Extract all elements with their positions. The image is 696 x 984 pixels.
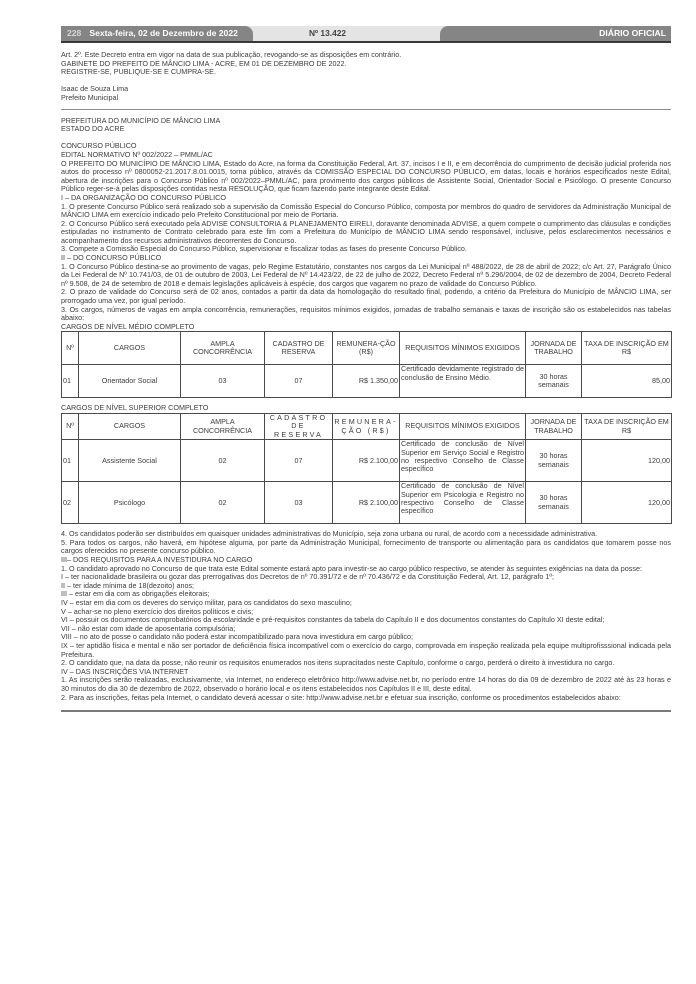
cell-remuneracao: R$ 2.100,00	[333, 440, 400, 482]
paragraph: 2. O Concurso Público será executado pela ADVISE CONSULTORIA & PLANEJAMENTO EIRELI, doravante denominada ADVISE, a quem compete o cumprimento das cláusulas e condições estipuladas no instrumento de Contrato celebrado para este fim com a Prefeitura do Município de MÂNCIO LIMA sendo responsável, inclusive, pelos esclarecimentos necessários e acompanhamento dos recursos administrativos decorrentes do Concurso.	[61, 218, 671, 245]
cell-cargo: Assistente Social	[79, 440, 181, 482]
requirement-item: III – estar em dia com as obrigações eleitorais;	[61, 589, 210, 599]
cell-jornada: 30 horas semanais	[526, 482, 582, 524]
table-header-row	[62, 414, 672, 440]
cell-num: 01	[62, 440, 79, 482]
cell-ampla: 02	[181, 482, 265, 524]
page-bottom-rule	[61, 710, 671, 712]
edital-title: CONCURSO PÚBLICO	[61, 141, 137, 151]
col-header: AMPLA CONCORRÊNCIA	[181, 332, 265, 365]
col-header: REQUISITOS MÍNIMOS EXIGIDOS	[400, 414, 526, 440]
table-nivel-superior	[61, 413, 672, 524]
cell-ampla: 03	[181, 365, 265, 398]
col-header: TAXA DE INSCRIÇÃO EM R$	[582, 332, 672, 365]
edital-body	[61, 117, 671, 332]
paragraph: 2. O prazo de validade do Concurso será de 02 anos, contados a partir da data da homologação do resultado final, podendo, a critério da Prefeitura do Município de MÂNCIO LIMA, ser prorrogado uma vez, por igual período.	[61, 287, 671, 306]
cell-taxa: 120,00	[582, 482, 672, 524]
cell-ampla: 02	[181, 440, 265, 482]
col-header: JORNADA DE TRABALHO	[526, 332, 582, 365]
newspaper-page	[61, 26, 671, 712]
publication-name: DIÁRIO OFICIAL	[440, 26, 671, 41]
table-caption: CARGOS DE NÍVEL SUPERIOR COMPLETO	[61, 403, 209, 413]
paragraph: 3. Os cargos, números de vagas em ampla concorrência, remunerações, requisitos mínimos exigidos, jornadas de trabalho semanais e taxas de inscrição são os estabelecidos nas tabelas abaixo:	[61, 304, 671, 323]
cell-remuneracao: R$ 1.350,00	[333, 365, 400, 398]
edital-body-cont	[61, 530, 671, 702]
section-heading: I – DA ORGANIZAÇÃO DO CONCURSO PÚBLICO	[61, 192, 226, 202]
cell-requisitos: Certificado de conclusão de Nível Superior em Psicologia e Registro no respectivo Conselho de Classe específico	[400, 482, 526, 524]
requirement-item: II – ter idade mínima de 18(dezoito) anos;	[61, 580, 195, 590]
paragraph: 4. Os candidatos poderão ser distribuídos em quaisquer unidades administrativas do Município, seja zona urbana ou rural, de acordo com a necessidade administrativa.	[61, 529, 598, 539]
col-header: JORNADA DE TRABALHO	[526, 414, 582, 440]
header-date: Sexta-feira, 02 de Dezembro de 2022	[89, 28, 238, 38]
cell-requisitos: Certificado devidamente registrado de conclusão de Ensino Médio.	[400, 365, 526, 398]
requirement-item: VI – possuir os documentos comprobatórios da escolaridade e pré-requisitos constantes da tabela do Capítulo II e dos documentos constantes do Capítulo XI deste edital;	[61, 615, 605, 625]
col-header: Nº	[62, 414, 79, 440]
signer-name: Isaac de Souza Lima	[61, 84, 129, 94]
paragraph: 1. O presente Concurso Público será realizado sob a supervisão da Comissão Especial do Concurso Público, composta por membros do quadro de servidores da Administração Municipal de MÂNCIO LIMA em exercício indicado pelo Prefeito Constitucional por meio de Portaria.	[61, 201, 671, 220]
col-header: REMUNERA-ÇÃO (R$)	[333, 332, 400, 365]
table-row	[62, 440, 672, 482]
cell-cadastro: 07	[265, 365, 333, 398]
table-caption-wrap	[61, 404, 671, 413]
requirement-item: VII – não estar com idade de aposentaria compulsória;	[61, 623, 236, 633]
col-header: TAXA DE INSCRIÇÃO EM R$	[582, 414, 672, 440]
col-header: CADASTRO DE RESERVA	[265, 414, 333, 440]
edital-subtitle: EDITAL NORMATIVO Nº 002/2022 – PMML/AC	[61, 149, 213, 159]
cell-num: 01	[62, 365, 79, 398]
requirement-item: V – achar-se no pleno exercício dos direitos políticos e civis;	[61, 606, 254, 616]
col-header: CADASTRO DE RESERVA	[265, 332, 333, 365]
cell-cargo: Psicólogo	[79, 482, 181, 524]
decree-line: REGISTRE-SE, PUBLIQUE-SE E CUMPRA-SE.	[61, 67, 216, 77]
cell-remuneracao: R$ 2.100,00	[333, 482, 400, 524]
section-heading: III– DOS REQUISITOS PARA A INVESTIDURA NO CARGO	[61, 555, 253, 564]
edital-intro: O PREFEITO DO MUNICÍPIO DE MÂNCIO LIMA, Estado do Acre, na forma da Constituição Federal, Art. 37, incisos I e II, e em decorrência do cumprimento de decisão judicial proferida nos autos do processo nº 0800052-21.2017.8.01.0015, torna público, através da COMISSÃO ESPECIAL DO CONCURSO PÚBLICO, em datas, locais e horários especificados neste Edital, abertura de inscrições para o Concurso Público nº 002/2022–PMML/AC, para provimento dos cargos públicos de Assistente Social, Orientador Social e Psicólogo. O presente Concurso Público reger-se-á pelas disposições contidas nesta RESOLUÇÃO, que ficam fazendo parte integrante deste Edital.	[61, 158, 671, 194]
table-row	[62, 482, 672, 524]
paragraph: 5. Para todos os cargos, não haverá, em hipótese alguma, por parte da Administração Municipal, fornecimento de transporte ou alimentação para os candidatos que tomarem posse nos cargos oferecidos no presente concurso público.	[61, 537, 671, 556]
cell-jornada: 30 horas semanais	[526, 365, 582, 398]
cell-taxa: 120,00	[582, 440, 672, 482]
cell-cadastro: 07	[265, 440, 333, 482]
decree-end	[61, 51, 671, 103]
col-header: REQUISITOS MÍNIMOS EXIGIDOS	[400, 332, 526, 365]
paragraph: 2. O candidato que, na data da posse, não reunir os requisitos enumerados nos itens supracitados neste Capítulo, conforme o cargo, perderá o direito à investidura no cargo.	[61, 658, 615, 668]
org-state: ESTADO DO ACRE	[61, 124, 125, 134]
decree-line: GABINETE DO PREFEITO DE MÂNCIO LIMA - ACRE, EM 01 DE DEZEMBRO DE 2022.	[61, 58, 347, 68]
edition-number: Nº 13.422	[309, 28, 347, 38]
col-header: AMPLA CONCORRÊNCIA	[181, 414, 265, 440]
header-date-tab	[61, 26, 253, 41]
requirement-item: IV – estar em dia com os deveres do serviço militar, para os candidatos do sexo masculino;	[61, 597, 352, 607]
section-divider	[61, 109, 671, 110]
cell-cadastro: 03	[265, 482, 333, 524]
cell-taxa: 85,00	[582, 365, 672, 398]
org-name: PREFEITURA DO MUNICÍPIO DE MÂNCIO LIMA	[61, 115, 221, 125]
cell-num: 02	[62, 482, 79, 524]
section-heading: IV – DAS INSCRIÇÕES VIA INTERNET	[61, 666, 189, 676]
page-header	[61, 26, 671, 43]
paragraph: 1. As inscrições serão realizadas, exclusivamente, via Internet, no endereço eletrônico http://www.advise.net.br, no período entre 14 horas do dia 09 de dezembro de 2022 até às 23 horas e 30 minutos do dia 30 de dezembro de 2022, observado o horário local e os itens estabelecidos nos Capítulos II e III, deste edital.	[61, 675, 671, 693]
col-header: CARGOS	[79, 332, 181, 365]
section-heading: II – DO CONCURSO PÚBLICO	[61, 253, 162, 263]
cell-cargo: Orientador Social	[79, 365, 181, 398]
decree-line: Art. 2º. Este Decreto entra em vigor na data de sua publicação, revogando-se as disposições em contrário.	[61, 50, 402, 59]
table-header-row	[62, 332, 672, 365]
cell-jornada: 30 horas semanais	[526, 440, 582, 482]
paragraph: 1. O candidato aprovado no Concurso de que trata este Edital somente estará apto para investir-se ao cargo público respectivo, se atender às seguintes exigências na data da posse:	[61, 563, 642, 573]
col-header: CARGOS	[79, 414, 181, 440]
col-header: Nº	[62, 332, 79, 365]
page-number: 228	[67, 28, 82, 38]
table-row	[62, 365, 672, 398]
requirement-item: VIII – no ato de posse o candidato não poderá estar incompatibilizado para nova investidura em cargo público;	[61, 632, 414, 642]
paragraph: 2. Para as inscrições, feitas pela Internet, o candidato deverá acessar o site: http://www.advise.net.br e efetuar sua inscrição, conforme os procedimentos estabelecidos abaixo:	[61, 692, 621, 702]
cell-requisitos: Certificado de conclusão de Nível Superior em Serviço Social e Registro no respectivo Conselho de Classe específico	[400, 440, 526, 482]
col-header: REMUNERA-ÇÃO (R$)	[333, 414, 400, 440]
requirement-item: IX – ter aptidão física e mental e não ser portador de deficiência física incompatível com o exercício do cargo, comprovada em inspeção realizada pela equipe multiprofisssional indicada pela Prefeitura.	[61, 640, 671, 659]
table-caption: CARGOS DE NÍVEL MÉDIO COMPLETO	[61, 321, 195, 331]
paragraph: 1. O Concurso Público destina-se ao provimento de vagas, pelo Regime Estatutário, constantes nos cargos da Lei Municipal nº 488/2022, de 28 de abril de 2022; c/c Art. 27, Parágrafo Único da Lei Federal de Nº 10.741/03, de 01 de outubro de 2003, Lei Federal de Nº 14.423/22, de 22 de julho de 2022, Decreto Federal nº 5.296/2004, de 02 de dezembro de 2004, Decreto Federal nº 9.508, de 24 de setembro de 2018 e demais legislações aplicáveis à espécie, dos cargos que vagarem no prazo de validade do Concurso Público.	[61, 261, 671, 288]
table-nivel-medio	[61, 331, 672, 398]
paragraph: 3. Compete a Comissão Especial do Concurso Público, supervisionar e fiscalizar todas as fases do presente Concurso Público.	[61, 244, 467, 254]
signer-title: Prefeito Municipal	[61, 92, 119, 102]
requirement-item: I – ter nacionalidade brasileira ou gozar das prerrogativas dos Decretos de nº 70.391/72 e de nº 70.436/72 e da Constituição Federal, Art. 12, parágrafo 1º;	[61, 572, 554, 582]
